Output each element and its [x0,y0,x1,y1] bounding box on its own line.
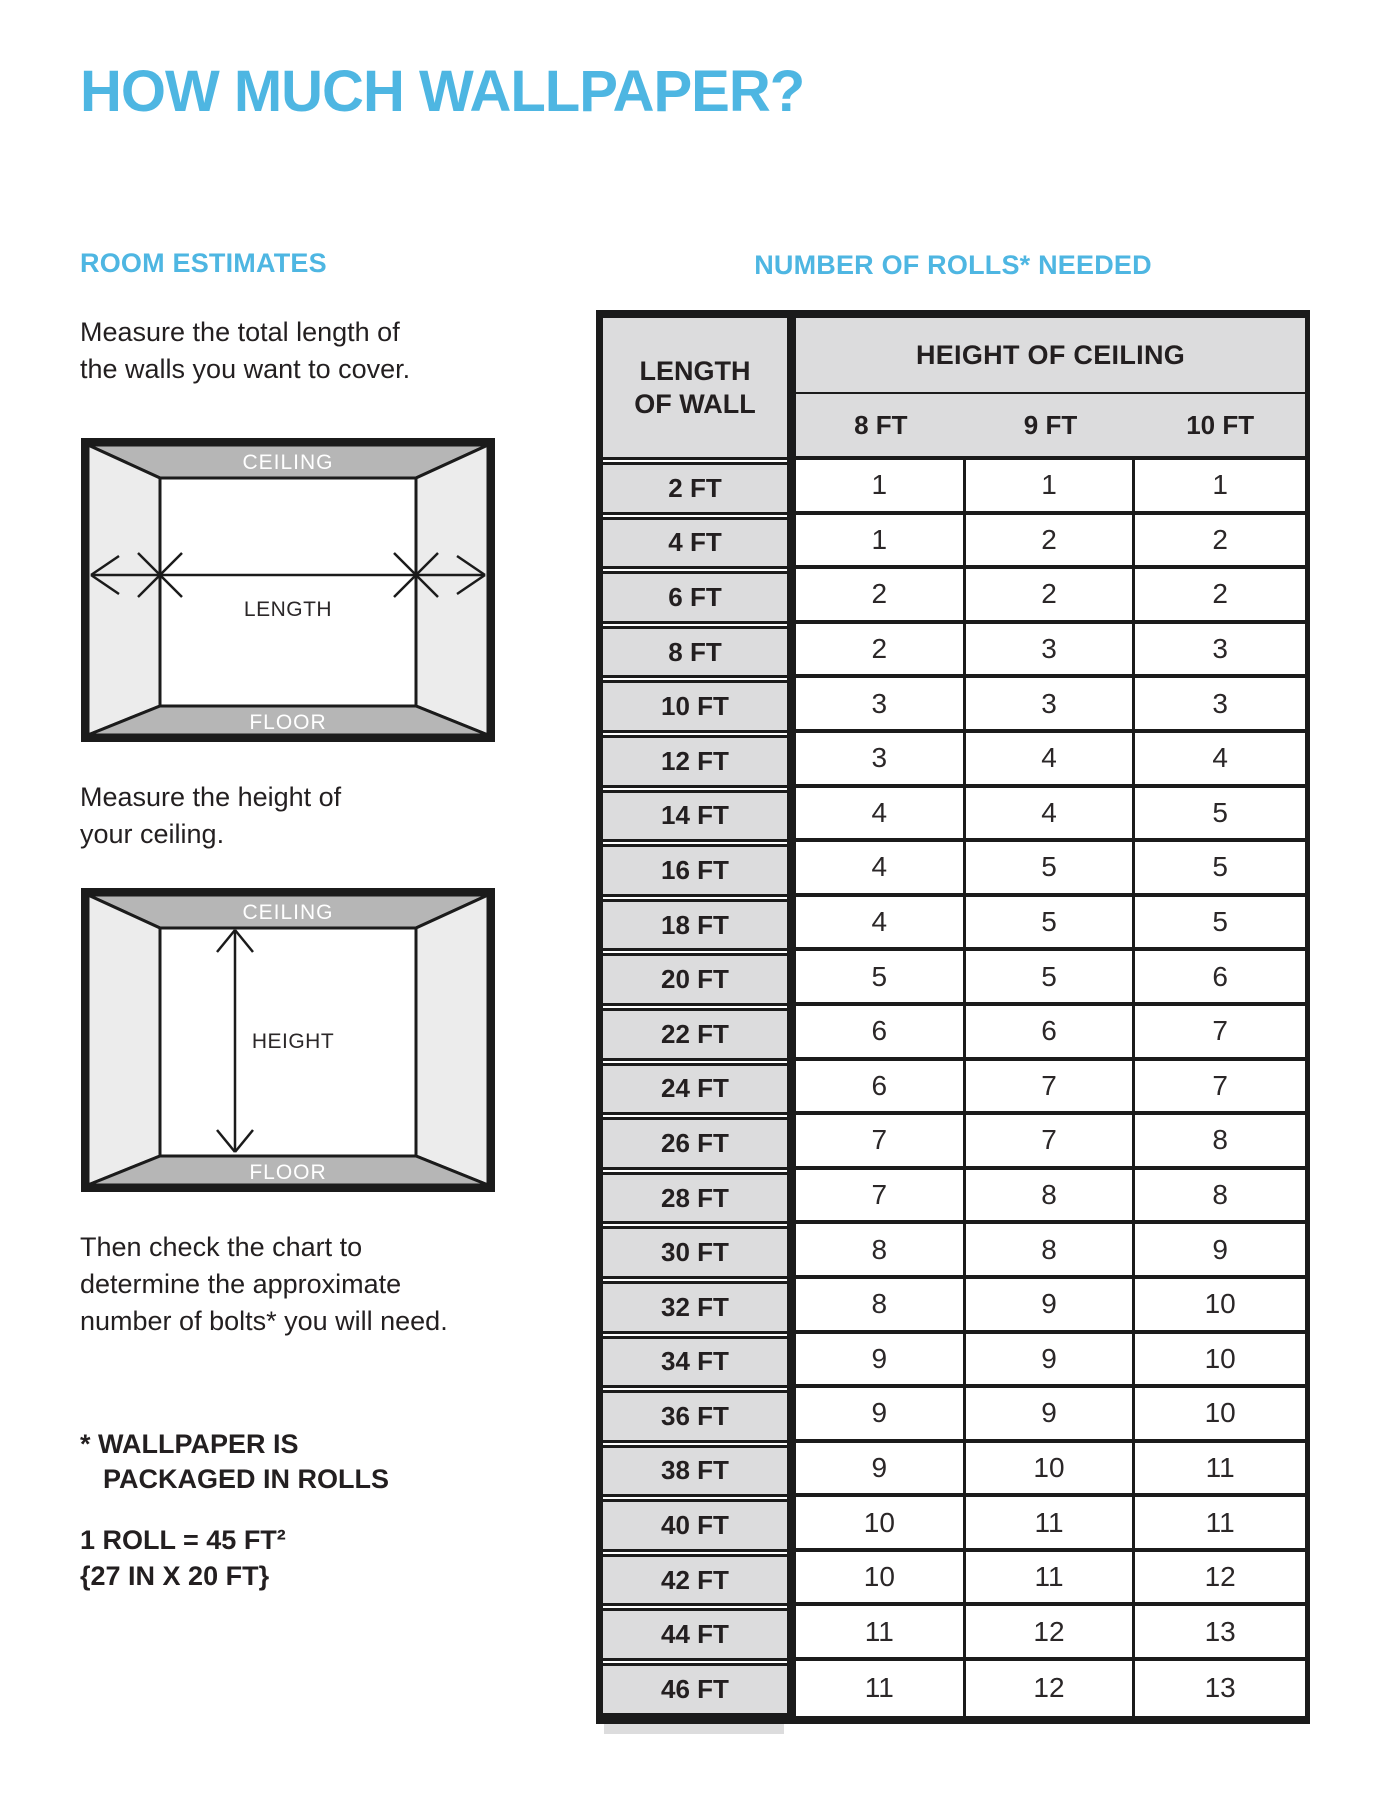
rolls-count-cell: 9 [966,1388,1136,1443]
wall-length-cell: 30 FT [603,1226,787,1279]
rolls-count-cell: 11 [966,1497,1136,1552]
wall-length-header [603,318,787,460]
wall-length-cell: 40 FT [603,1499,787,1552]
right-wall-panel [416,895,488,1185]
roll-size-line: 1 ROLL = 45 FT² [80,1525,286,1555]
col-header-8ft: 8 FT [854,409,908,440]
left-wall-panel [88,445,160,735]
rolls-count-cell: 10 [1135,1334,1305,1389]
wall-length-header-line: LENGTH [639,355,751,386]
wall-length-cell: 36 FT [603,1390,787,1443]
rolls-count-cell: 3 [796,733,966,788]
rolls-count-cell: 9 [796,1388,966,1443]
rolls-count-cell: 9 [796,1443,966,1498]
rolls-needed-heading: NUMBER OF ROLLS* NEEDED [754,250,1152,280]
right-wall-panel [416,445,488,735]
ceiling-height-columns [796,318,1305,1716]
rolls-count-cell: 2 [796,624,966,679]
rolls-count-cell: 9 [966,1279,1136,1334]
table-vertical-divider [787,318,796,1716]
rolls-count-cell: 4 [966,733,1136,788]
rolls-table [596,310,1310,1724]
rolls-count-cell: 5 [966,897,1136,952]
paragraph-line: Measure the height of [80,782,342,812]
paragraph-line: Measure the total length of [80,317,400,347]
wall-length-cell: 46 FT [603,1663,787,1716]
col-header-9ft: 9 FT [1023,409,1078,440]
measure-height-paragraph [80,779,341,853]
rolls-count-cell: 10 [966,1443,1136,1498]
rolls-count-cell: 10 [796,1497,966,1552]
paragraph-line: the walls you want to cover. [80,354,411,384]
roll-size-line: {27 IN X 20 FT} [80,1561,270,1591]
wall-length-cell: 18 FT [603,899,787,952]
wall-length-cell: 38 FT [603,1445,787,1498]
wall-length-cell: 26 FT [603,1117,787,1170]
rolls-count-cell: 1 [1135,460,1305,515]
paragraph-line: number of bolts* you will need. [80,1306,448,1336]
wall-length-column [603,318,787,1716]
footnote-line: * WALLPAPER IS [80,1429,299,1459]
rolls-count-cell: 2 [796,569,966,624]
ceiling-label: CEILING [242,451,334,474]
rolls-count-cell: 9 [1135,1224,1305,1279]
room-height-drawing [81,888,495,1192]
rolls-count-cell: 12 [1135,1552,1305,1607]
rolls-count-cell: 3 [1135,678,1305,733]
floor-label: FLOOR [249,711,327,734]
rolls-count-cell: 2 [966,569,1136,624]
rolls-count-cell: 6 [796,1006,966,1061]
rolls-count-cell: 3 [1135,624,1305,679]
rolls-count-cell: 1 [796,460,966,515]
col-header-10ft: 10 FT [1186,409,1255,440]
rolls-count-cell: 12 [966,1606,1136,1661]
roll-size-spec [80,1522,286,1594]
left-wall-panel [88,895,160,1185]
wall-length-cell: 8 FT [603,626,787,679]
room-height-diagram [81,888,495,1192]
rolls-count-cell: 12 [966,1661,1136,1716]
rolls-count-cell: 2 [966,515,1136,570]
wall-length-cell: 44 FT [603,1608,787,1661]
check-chart-paragraph [80,1229,448,1340]
rolls-count-cell: 3 [796,678,966,733]
rolls-count-cell: 7 [796,1115,966,1170]
rolls-count-cell: 1 [796,515,966,570]
rolls-grid [796,460,1305,1716]
wall-length-cell: 10 FT [603,680,787,733]
rolls-count-cell: 7 [1135,1006,1305,1061]
paragraph-line: your ceiling. [80,819,225,849]
rolls-count-cell: 11 [966,1552,1136,1607]
rolls-count-cell: 10 [1135,1279,1305,1334]
rolls-count-cell: 11 [1135,1443,1305,1498]
rolls-count-cell: 5 [1135,842,1305,897]
wall-length-cell: 6 FT [603,571,787,624]
rolls-count-cell: 6 [1135,951,1305,1006]
rolls-count-cell: 3 [966,624,1136,679]
ceiling-height-subheaders [796,394,1305,460]
floor-label: FLOOR [249,1161,327,1184]
rolls-count-cell: 5 [1135,897,1305,952]
wall-length-cell: 42 FT [603,1554,787,1607]
rolls-count-cell: 13 [1204,1672,1236,1704]
rolls-count-cell: 13 [1135,1606,1305,1661]
wall-length-cell: 32 FT [603,1281,787,1334]
rolls-count-cell: 8 [966,1170,1136,1225]
wall-length-cell: 20 FT [603,953,787,1006]
wall-length-cell: 2 FT [603,462,787,515]
rolls-count-cell: 9 [966,1334,1136,1389]
footnote-line: PACKAGED IN ROLLS [103,1464,390,1494]
room-estimates-heading: ROOM ESTIMATES [80,248,327,278]
rolls-count-cell: 1 [966,460,1136,515]
ceiling-height-group-header: HEIGHT OF CEILING [796,318,1305,394]
height-label: HEIGHT [251,1030,335,1053]
paragraph-line: determine the approximate [80,1269,402,1299]
rolls-count-cell: 10 [1135,1388,1305,1443]
rolls-count-cell: 11 [796,1661,966,1716]
rolls-count-cell: 2 [1135,569,1305,624]
rolls-count-cell: 2 [1135,515,1305,570]
rolls-count-cell: 7 [966,1061,1136,1116]
rolls-count-cell: 4 [796,842,966,897]
rolls-count-cell: 11 [1135,1497,1305,1552]
rolls-count-cell: 4 [796,897,966,952]
back-wall-panel [160,478,416,706]
rolls-count-cell: 4 [966,788,1136,843]
rolls-count-cell: 8 [1135,1170,1305,1225]
rolls-count-cell: 8 [796,1224,966,1279]
rolls-count-cell: 7 [1135,1061,1305,1116]
wall-length-cell: 24 FT [603,1063,787,1116]
rolls-count-cell: 7 [796,1170,966,1225]
rolls-count-cell: 4 [1135,733,1305,788]
page-title: HOW MUCH WALLPAPER? [80,59,805,124]
rolls-count-cell: 6 [966,1006,1136,1061]
room-length-drawing [81,438,495,742]
wall-length-cell: 4 FT [603,517,787,570]
rolls-count-cell: 5 [966,951,1136,1006]
rolls-count-cell: 8 [966,1224,1136,1279]
wall-length-cell: 12 FT [603,735,787,788]
length-label: LENGTH [243,598,333,621]
wall-length-cell: 16 FT [603,844,787,897]
measure-length-paragraph [80,314,410,388]
wall-length-cell: 28 FT [603,1172,787,1225]
rolls-count-cell: 9 [796,1334,966,1389]
rolls-count-cell: 4 [796,788,966,843]
wall-length-header-line: OF WALL [634,388,756,419]
wall-length-cell: 14 FT [603,790,787,843]
rolls-count-cell: 6 [796,1061,966,1116]
rolls-count-cell: 5 [966,842,1136,897]
ceiling-label: CEILING [242,901,334,924]
paragraph-line: Then check the chart to [80,1232,363,1262]
rolls-count-cell: 5 [1135,788,1305,843]
rolls-count-cell: 7 [966,1115,1136,1170]
wallpaper-rolls-footnote [80,1427,389,1497]
rolls-count-cell: 8 [796,1279,966,1334]
rolls-count-cell: 8 [1135,1115,1305,1170]
rolls-count-cell: 10 [796,1552,966,1607]
rolls-count-cell: 11 [796,1606,966,1661]
rolls-count-cell: 3 [966,678,1136,733]
wall-length-cell: 34 FT [603,1336,787,1389]
rolls-count-cell: 5 [796,951,966,1006]
wall-length-cell: 22 FT [603,1008,787,1061]
room-length-diagram [81,438,495,742]
